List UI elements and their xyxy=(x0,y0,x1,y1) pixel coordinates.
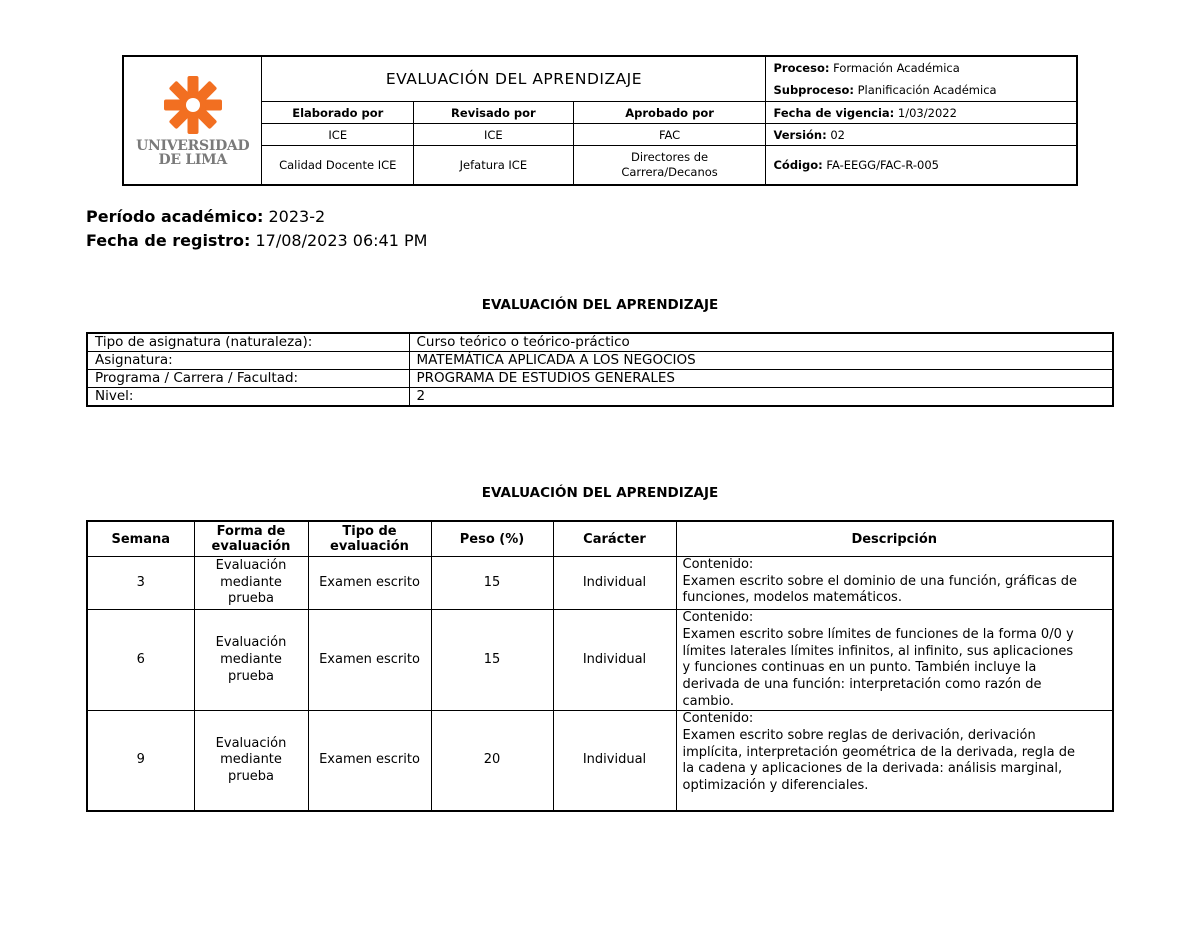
course-info-table xyxy=(86,332,1114,407)
caracter-cell: Individual xyxy=(553,610,676,711)
vigencia-field xyxy=(766,102,1077,124)
course-label: Programa / Carrera / Facultad: xyxy=(87,370,409,388)
course-label: Tipo de asignatura (naturaleza): xyxy=(87,333,409,352)
course-label: Asignatura: xyxy=(87,352,409,370)
elaborado-detalle: Calidad Docente ICE xyxy=(262,146,414,185)
table-row xyxy=(87,610,1113,711)
tipo-cell: Examen escrito xyxy=(308,610,431,711)
elaborado-ice: ICE xyxy=(262,124,414,146)
aprobado-detalle: Directores de Carrera/Decanos xyxy=(573,146,766,185)
descripcion-cell: Contenido: Examen escrito sobre reglas de derivación, derivación implícita, interpretación geométrica de la derivada, regla de la cadena y aplicaciones de la derivada: análisis marginal, optimización y diferenciales. xyxy=(676,711,1113,811)
version-label: Versión: xyxy=(773,127,827,142)
tipo-cell: Examen escrito xyxy=(308,557,431,610)
star-logo-icon xyxy=(162,74,224,136)
header-descripcion: Descripción xyxy=(676,521,1113,557)
course-value: PROGRAMA DE ESTUDIOS GENERALES xyxy=(409,370,1113,388)
fecha-label: Fecha de registro: xyxy=(86,231,251,250)
table-row xyxy=(87,388,1113,407)
periodo-label: Período académico: xyxy=(86,207,264,226)
course-value: MATEMÁTICA APLICADA A LOS NEGOCIOS xyxy=(409,352,1113,370)
version-field xyxy=(766,124,1077,146)
evaluation-table xyxy=(86,520,1114,812)
header-forma: Forma de evaluación xyxy=(194,521,308,557)
vigencia-value: 1/03/2022 xyxy=(897,105,957,120)
forma-cell: Evaluación mediante prueba xyxy=(194,557,308,610)
section-title-evaluation: EVALUACIÓN DEL APRENDIZAJE xyxy=(481,485,719,501)
table-row xyxy=(87,557,1113,610)
header-tipo: Tipo de evaluación xyxy=(308,521,431,557)
aprobado-fac: FAC xyxy=(573,124,766,146)
semana-cell: 9 xyxy=(87,711,194,811)
revisado-ice: ICE xyxy=(414,124,574,146)
semana-cell: 3 xyxy=(87,557,194,610)
peso-cell: 20 xyxy=(431,711,553,811)
logo-wordmark-line2: DE LIMA xyxy=(158,151,227,168)
col-aprobado: Aprobado por xyxy=(573,102,766,124)
evaluation-header-row xyxy=(87,521,1113,557)
course-label: Nivel: xyxy=(87,388,409,407)
header-semana: Semana xyxy=(87,521,194,557)
table-row xyxy=(87,333,1113,352)
fecha-value: 17/08/2023 06:41 PM xyxy=(255,231,428,250)
proceso-value: Formación Académica xyxy=(833,61,960,75)
version-value: 02 xyxy=(830,127,845,142)
revisado-detalle: Jefatura ICE xyxy=(414,146,574,185)
col-elaborado: Elaborado por xyxy=(262,102,414,124)
periodo-academico xyxy=(86,207,325,226)
semana-cell: 6 xyxy=(87,610,194,711)
codigo-label: Código: xyxy=(773,157,823,172)
table-row xyxy=(87,352,1113,370)
caracter-cell: Individual xyxy=(553,557,676,610)
header-process-info xyxy=(766,56,1077,102)
descripcion-cell: Contenido: Examen escrito sobre el dominio de una función, gráficas de funciones, modelos matemáticos. xyxy=(676,557,1113,610)
header-caracter: Carácter xyxy=(553,521,676,557)
header-peso: Peso (%) xyxy=(431,521,553,557)
forma-cell: Evaluación mediante prueba xyxy=(194,610,308,711)
proceso-label: Proceso: xyxy=(773,61,830,75)
col-revisado: Revisado por xyxy=(414,102,574,124)
table-row xyxy=(87,370,1113,388)
codigo-value: FA-EEGG/FAC-R-005 xyxy=(826,157,939,172)
peso-cell: 15 xyxy=(431,610,553,711)
course-value: Curso teórico o teórico-práctico xyxy=(409,333,1113,352)
fecha-registro xyxy=(86,231,427,250)
section-title-course: EVALUACIÓN DEL APRENDIZAJE xyxy=(481,297,719,313)
table-row xyxy=(87,711,1113,811)
header-title: EVALUACIÓN DEL APRENDIZAJE xyxy=(262,56,766,102)
university-logo xyxy=(123,56,262,185)
document-header xyxy=(122,55,1078,186)
subproceso-value: Planificación Académica xyxy=(857,83,997,97)
periodo-value: 2023-2 xyxy=(268,207,326,226)
logo-wordmark-line1: UNIVERSIDAD xyxy=(136,137,250,154)
vigencia-label: Fecha de vigencia: xyxy=(773,105,895,120)
caracter-cell: Individual xyxy=(553,711,676,811)
codigo-field xyxy=(766,146,1077,185)
peso-cell: 15 xyxy=(431,557,553,610)
tipo-cell: Examen escrito xyxy=(308,711,431,811)
subproceso-label: Subproceso: xyxy=(773,83,854,97)
course-value: 2 xyxy=(409,388,1113,407)
forma-cell: Evaluación mediante prueba xyxy=(194,711,308,811)
descripcion-cell: Contenido: Examen escrito sobre límites de funciones de la forma 0/0 y límites laterales límites infinitos, al infinito, sus aplicaciones y funciones continuas en un punto. También incluye la derivada de una función: interpretación como razón de cambio. xyxy=(676,610,1113,711)
